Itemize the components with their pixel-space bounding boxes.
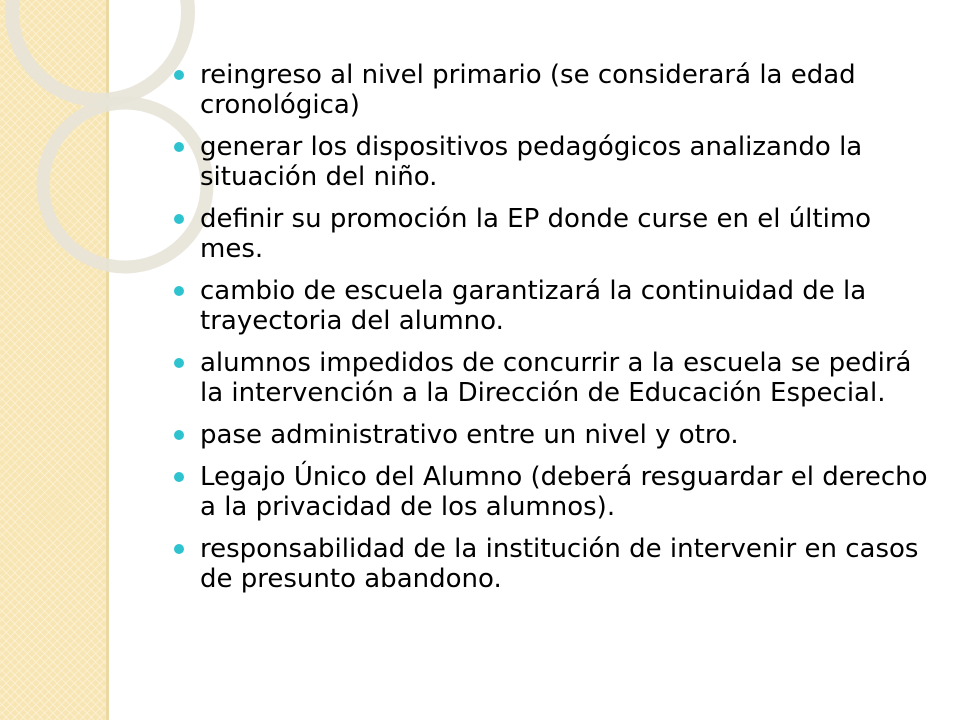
slide-content [172, 60, 932, 606]
bullet-dot-icon [174, 358, 184, 368]
bullet-dot-icon [174, 286, 184, 296]
bullet-item [172, 276, 932, 336]
bullet-text: cambio de escuela garantizará la continuidad de la trayectoria del alumno. [200, 276, 867, 336]
bullet-text: responsabilidad de la institución de intervenir en casos de presunto abandono. [200, 534, 919, 594]
bullet-text: Legajo Único del Alumno (deberá resguardar el derecho a la privacidad de los alumnos). [200, 462, 928, 522]
bullet-dot-icon [174, 544, 184, 554]
bullet-item [172, 204, 932, 264]
bullet-dot-icon [174, 70, 184, 80]
bullet-text: pase administrativo entre un nivel y otro. [200, 420, 739, 450]
bullet-item [172, 462, 932, 522]
bullet-dot-icon [174, 142, 184, 152]
bullet-dot-icon [174, 430, 184, 440]
bullet-item [172, 132, 932, 192]
bullet-item [172, 60, 932, 120]
bullet-text: definir su promoción la EP donde curse en el último mes. [200, 204, 872, 264]
bullet-item [172, 420, 932, 450]
bullet-text: reingreso al nivel primario (se considerará la edad cronológica) [200, 60, 856, 120]
bullet-list [172, 60, 932, 594]
bullet-text: generar los dispositivos pedagógicos analizando la situación del niño. [200, 132, 863, 192]
bullet-dot-icon [174, 472, 184, 482]
bullet-item [172, 534, 932, 594]
ring-large [12, 0, 188, 100]
bullet-text: alumnos impedidos de concurrir a la escuela se pedirá la intervención a la Dirección de Educación Especial. [200, 348, 912, 408]
bullet-item [172, 348, 932, 408]
bullet-dot-icon [174, 214, 184, 224]
